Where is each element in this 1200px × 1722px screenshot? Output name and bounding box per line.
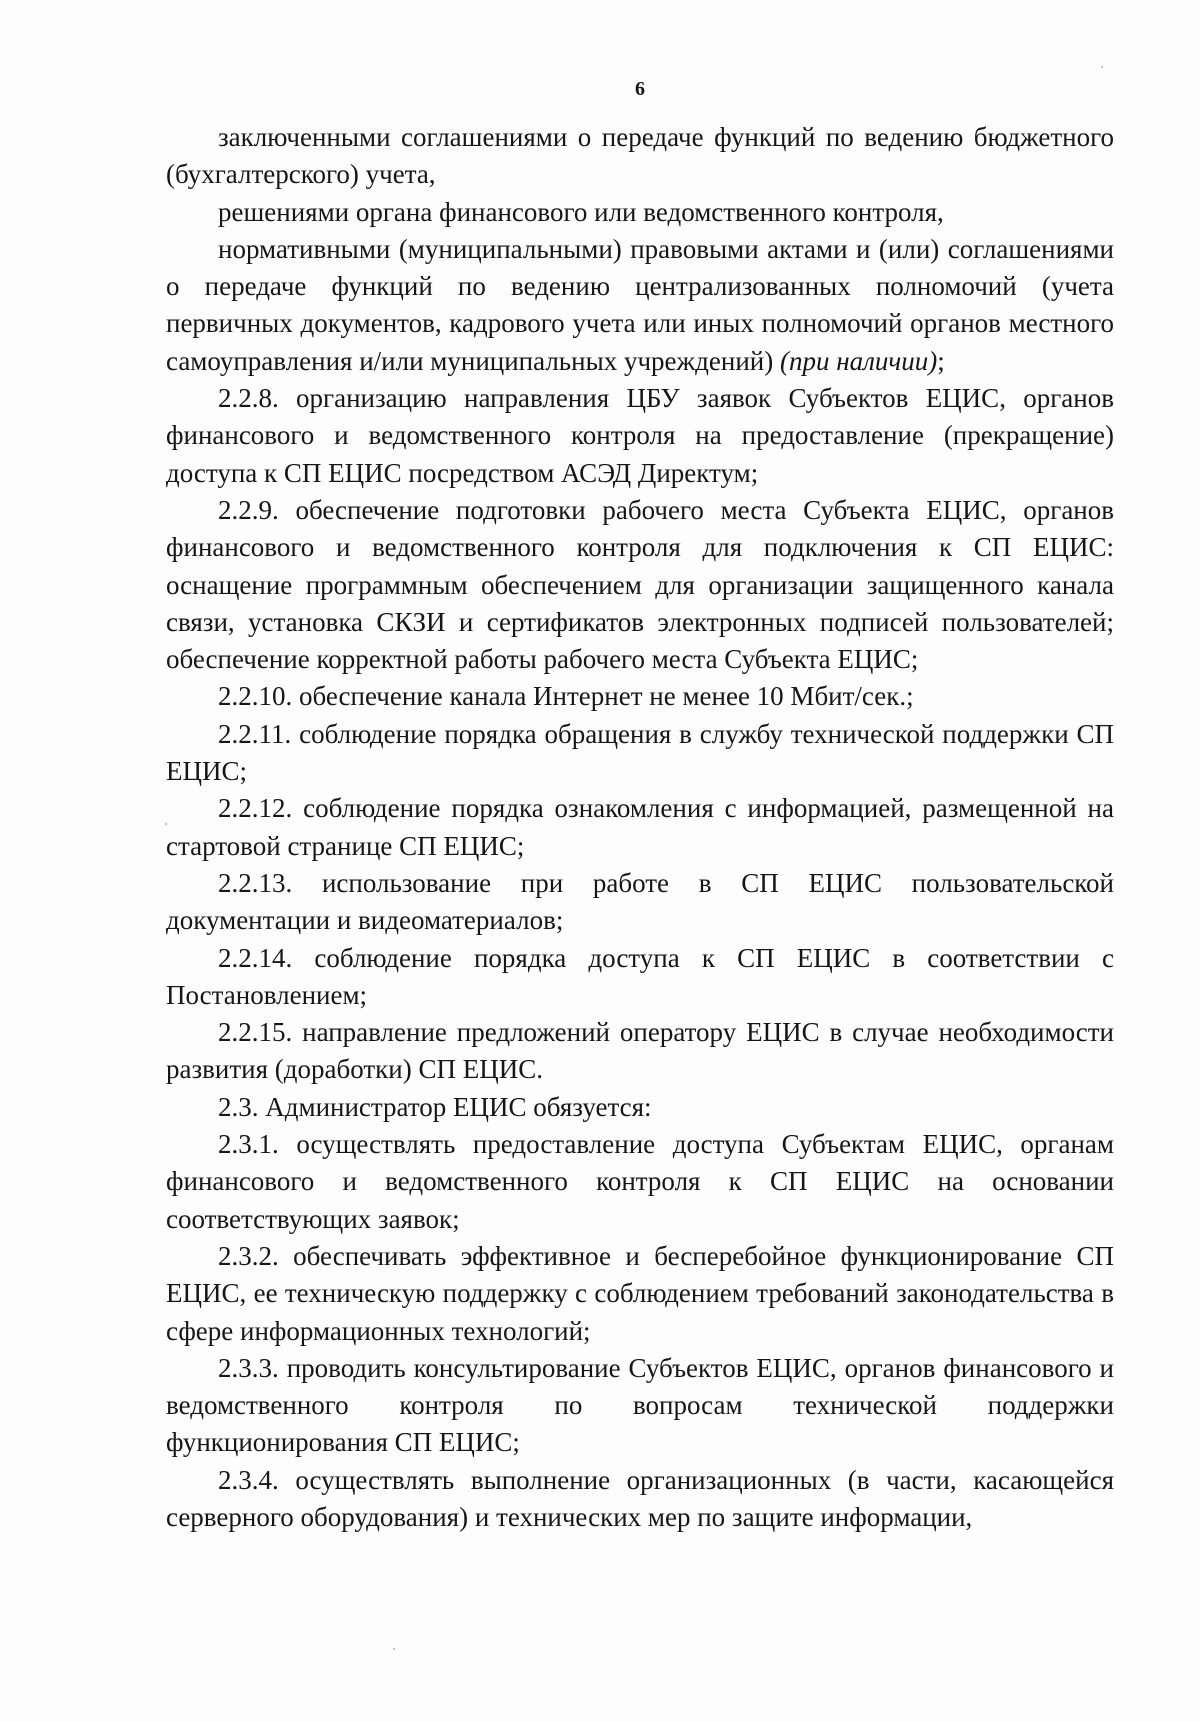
paragraph-2-2-9: 2.2.9. обеспечение подготовки рабочего места Субъекта ЕЦИС, органов финансового и ведомственного контроля для подключения к СП ЕЦИС: оснащение программным обеспечением для организации защищенного канала связи, установка СКЗИ и сертификатов электронных подписей пользователей; обеспечение корректной работы рабочего места Субъекта ЕЦИС; — [166, 494, 1114, 675]
paragraph-2-3-3: 2.3.3. проводить консультирование Субъектов ЕЦИС, органов финансового и ведомственного контроля по вопросам технической поддержки функционирования СП ЕЦИС; — [166, 1352, 1114, 1458]
scan-speck — [1101, 66, 1103, 68]
paragraph-agreements: заключенными соглашениями о передаче функций по ведению бюджетного (бухгалтерского) учета, — [166, 122, 1114, 190]
paragraph-normative-acts — [166, 231, 1114, 380]
paragraph-normative-acts-tail: ; — [937, 345, 945, 376]
paragraph-2-2-13: 2.2.13. использование при работе в СП ЕЦИС пользовательской документации и видеоматериалов; — [166, 867, 1114, 936]
paragraph-2-2-10: 2.2.10. обеспечение канала Интернет не менее 10 Мбит/сек.; — [218, 681, 914, 712]
scan-speck — [165, 823, 167, 825]
paragraph-2-3-2: 2.3.2. обеспечивать эффективное и бесперебойное функционирование СП ЕЦИС, ее техническую поддержку с соблюдением требований законодательства в сфере информационных технологий; — [166, 1240, 1114, 1346]
paragraph-2-2-14: 2.2.14. соблюдение порядка доступа к СП ЕЦИС в соответствии с Постановлением; — [166, 942, 1114, 1010]
paragraph-2-3-4: 2.3.4. осуществлять выполнение организационных (в части, касающейся серверного оборудования) и технических мер по защите информации, — [166, 1464, 1114, 1532]
paragraph-2-2-8: 2.2.8. организацию направления ЦБУ заявок Субъектов ЕЦИС, органов финансового и ведомственного контроля на предоставление (прекращение) доступа к СП ЕЦИС посредством АСЭД Директум; — [166, 383, 1114, 488]
paragraph-2-2-12: 2.2.12. соблюдение порядка ознакомления с информацией, размещенной на стартовой странице СП ЕЦИС; — [166, 793, 1114, 861]
paragraph-decisions: решениями органа финансового или ведомственного контроля, — [218, 196, 944, 227]
page-number: 6 — [635, 78, 645, 100]
scan-speck — [393, 1648, 395, 1650]
paragraph-2-3-1: 2.3.1. осуществлять предоставление доступа Субъектам ЕЦИС, органам финансового и ведомственного контроля к СП ЕЦИС на основании соответствующих заявок; — [166, 1129, 1114, 1234]
paragraph-normative-acts-italic: (при наличии) — [780, 345, 938, 376]
document-body — [166, 119, 1114, 1536]
paragraph-2-3: 2.3. Администратор ЕЦИС обязуется: — [218, 1091, 652, 1122]
paragraph-normative-acts-text: нормативными (муниципальными) правовыми актами и (или) соглашениями о передаче функций по ведению централизованных полномочий (учета первичных документов, кадрового учета или иных полномочий органов местного самоуправления и/или муниципальных учреждений) — [166, 233, 1114, 376]
paragraph-2-2-15: 2.2.15. направление предложений оператору ЕЦИС в случае необходимости развития (доработки) СП ЕЦИС. — [166, 1017, 1114, 1085]
paragraph-2-2-11: 2.2.11. соблюдение порядка обращения в службу технической поддержки СП ЕЦИС; — [166, 718, 1114, 787]
